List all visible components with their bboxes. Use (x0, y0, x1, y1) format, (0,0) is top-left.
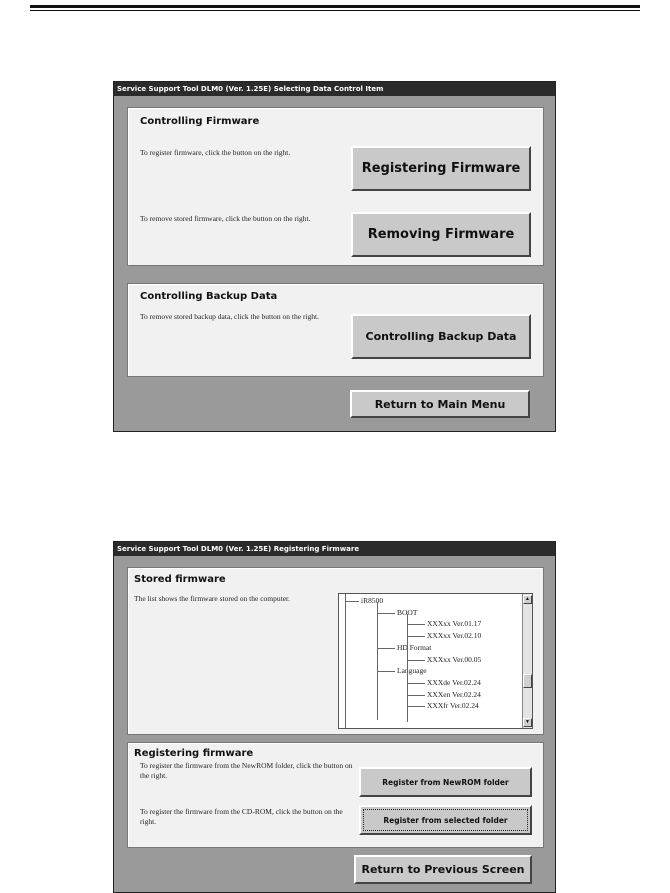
tree-item[interactable]: XXXde Ver.02.24 (427, 677, 481, 687)
register-firmware-description: To register firmware, click the button on the right. (140, 148, 291, 157)
stored-firmware-description: The list shows the firmware stored on the computer. (134, 594, 291, 603)
panel-title: Controlling Backup Data (140, 291, 278, 302)
scroll-down-icon[interactable]: ▼ (523, 718, 532, 727)
tree-item[interactable]: iR8500 (361, 596, 384, 605)
tree-item[interactable]: HD Format (397, 642, 432, 652)
registering-firmware-panel (127, 742, 544, 848)
tree-connector (407, 636, 425, 637)
tree-connector (407, 660, 425, 661)
register-from-newrom-button[interactable]: Register from NewROM folder (359, 767, 532, 797)
tree-scrollbar[interactable] (522, 594, 532, 728)
tree-connector (377, 648, 395, 649)
tree-item[interactable]: XXXxx Ver.00.05 (427, 654, 482, 664)
panel-title: Registering firmware (134, 748, 254, 759)
controlling-backup-data-panel (127, 283, 544, 377)
controlling-firmware-panel (127, 107, 544, 266)
page-top-rule-thin (30, 10, 640, 11)
scroll-up-icon[interactable]: ▲ (523, 595, 532, 604)
registering-firmware-button[interactable]: Registering Firmware (351, 146, 531, 191)
tree-connector (407, 706, 425, 707)
tree-connector (345, 601, 359, 602)
firmware-tree-view[interactable] (338, 593, 533, 729)
tree-item[interactable]: XXXfr Ver.02.24 (427, 701, 479, 711)
removing-firmware-button[interactable]: Removing Firmware (351, 212, 531, 257)
panel-title: Stored firmware (134, 574, 226, 585)
controlling-backup-data-button[interactable]: Controlling Backup Data (351, 314, 531, 359)
panel-title: Controlling Firmware (140, 116, 260, 127)
tree-connector (407, 683, 425, 684)
tree-connector (407, 695, 425, 696)
tree-guide-line (377, 602, 378, 720)
page-top-rule (30, 5, 640, 8)
backup-data-description: To remove stored backup data, click the button on the right. (140, 312, 320, 321)
window-title: Service Support Tool DLM0 (Ver. 1.25E) Selecting Data Control Item (114, 82, 555, 96)
tree-item[interactable]: XXXxx Ver.02.10 (427, 631, 482, 641)
return-to-previous-screen-button[interactable]: Return to Previous Screen (354, 855, 532, 884)
register-from-selected-folder-button[interactable]: Register from selected folder (359, 805, 532, 835)
tree-item[interactable]: Language (397, 666, 427, 676)
window-title: Service Support Tool DLM0 (Ver. 1.25E) Registering Firmware (114, 542, 555, 556)
tree-item[interactable]: BOOT (397, 607, 418, 617)
tree-item[interactable]: XXXxx Ver.01.17 (427, 619, 482, 629)
remove-firmware-description: To remove stored firmware, click the button on the right. (140, 214, 311, 223)
tree-item[interactable]: XXXen Ver.02.24 (427, 689, 481, 699)
cdrom-description: To register the firmware from the CD-ROM, click the button on the right. (140, 807, 343, 826)
stored-firmware-panel (127, 567, 544, 735)
tree-connector (377, 613, 395, 614)
newrom-description: To register the firmware from the NewROM folder, click the button on the right. (140, 761, 353, 780)
registering-firmware-window (113, 541, 556, 893)
return-to-main-menu-button[interactable]: Return to Main Menu (350, 390, 530, 418)
scroll-thumb[interactable] (523, 674, 532, 688)
tree-guide-line (407, 614, 408, 722)
selecting-data-control-window (113, 81, 556, 432)
tree-connector (407, 624, 425, 625)
tree-guide-line (345, 594, 346, 729)
tree-connector (377, 671, 395, 672)
